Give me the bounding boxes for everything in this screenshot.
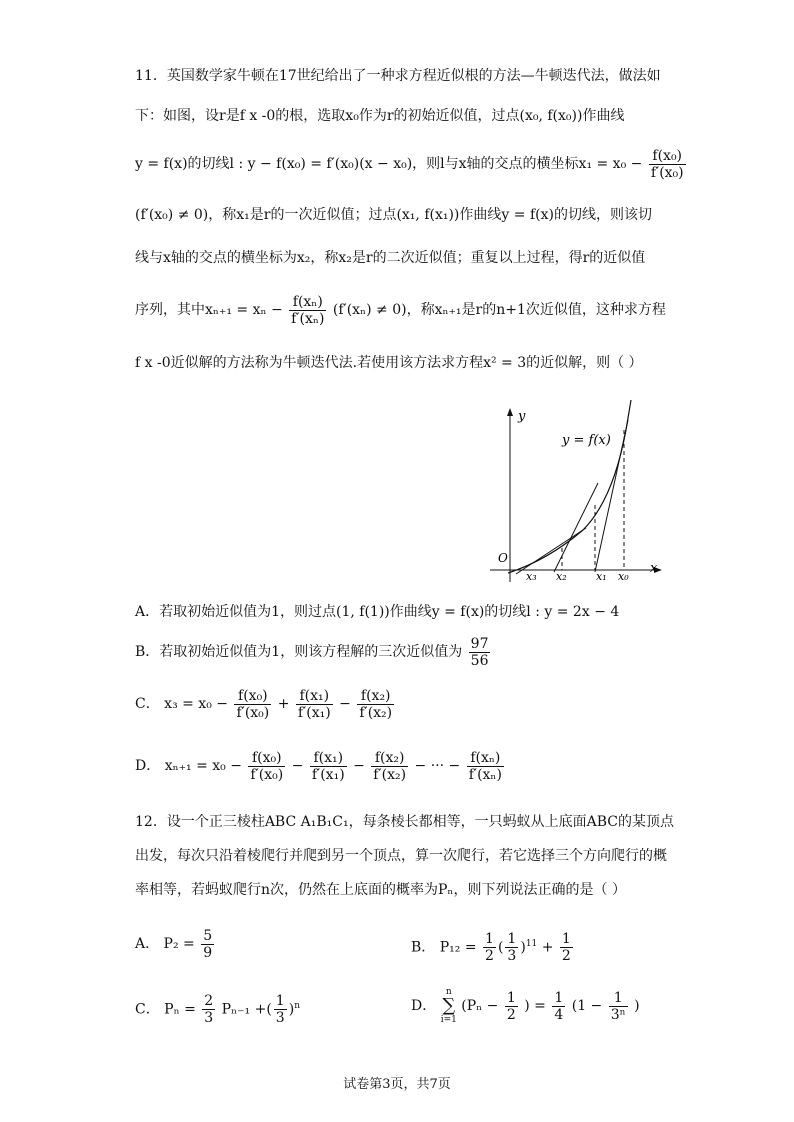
q12-option-a-text: A． P₂ = xyxy=(135,936,195,952)
q12-d-frac-inner: $\frac{1}{\text{3ⁿ}}$ xyxy=(610,989,626,1023)
q12-b-frac-third: $\frac{1}{3}$ xyxy=(507,931,517,965)
q12-c-frac-b: $\frac{1}{3}$ xyxy=(275,993,285,1027)
y-axis-arrow xyxy=(507,408,513,416)
q11-d-frac-2: $\frac{\text{f(x₁)}}{\text{f′(x₁)}}$ xyxy=(311,749,345,783)
x-axis-label: x xyxy=(650,561,658,576)
q12-a-frac: $\frac{5}{9}$ xyxy=(203,927,213,961)
q12-option-b[interactable]: B． P₁₂ = $\frac{1}{2}$ ( $\frac{1}{3}$ )$^{11}$ + $\frac{1}{2}$ xyxy=(411,931,571,965)
q12-b-exponent: 11 xyxy=(525,939,538,949)
q12-c-exponent: n xyxy=(294,1001,300,1011)
q11-option-d-lhs: xₙ₊₁ = x₀ − xyxy=(164,758,242,774)
page-footer: 试卷第3页，共7页 xyxy=(343,1077,451,1092)
q11-c-frac-2: $\frac{\text{f(x₁)}}{\text{f′(x₁)}}$ xyxy=(297,687,331,721)
q12-option-d-label: D． xyxy=(411,998,437,1014)
q11-option-b-fraction: $\frac{97}{56}$ xyxy=(470,635,489,669)
q12-d-frac-quarter: $\frac{1}{4}$ xyxy=(554,989,564,1023)
q12-option-b-text: B． P₁₂ = xyxy=(411,939,477,956)
q11-option-d[interactable] xyxy=(135,746,506,786)
q12-b-frac-half: $\frac{1}{2}$ xyxy=(485,931,494,965)
q12-option-c[interactable]: C． Pₙ = $\frac{2}{3}$ Pₙ₋₁ +( $\frac{1}{3}$ )$^n$ xyxy=(135,993,300,1027)
q11-intro: 英国数学家牛顿在17世纪给出了一种求方程近似根的方法—牛顿迭代法，做法如 xyxy=(166,68,661,84)
q12-line-1: 12．设一个正三棱柱ABC A₁B₁C₁，每条棱长都相等，一只蚂蚁从上底面ABC的某顶点 xyxy=(135,814,674,830)
q11-line-6-pre: 序列，其中xₙ₊₁ = xₙ − xyxy=(135,302,283,318)
x3-label: x₃ xyxy=(526,570,537,583)
q11-line-7: f x -0近似解的方法称为牛顿迭代法.若使用该方法求方程x² = 3的近似解，则（ ） xyxy=(135,355,643,371)
q12-b-frac-last: $\frac{1}{2}$ xyxy=(561,931,571,965)
q12-line-2: 出发，每次只沿着棱爬行并爬到另一个顶点，算一次爬行，若它选择三个方向爬行的概 xyxy=(135,848,667,864)
q11-c-frac-3: $\frac{\text{f(x₂)}}{\text{f′(x₂)}}$ xyxy=(359,687,393,721)
q12-d-eq: ) = xyxy=(524,998,546,1014)
q11-option-a[interactable]: A．若取初始近似值为1，则过点(1, f(1))作曲线y = f(x)的切线l : y = 2x − 4 xyxy=(135,604,620,620)
q11-line-1 xyxy=(135,66,661,86)
q12-line-3: 率相等，若蚂蚁爬行n次，仍然在上底面的概率为Pₙ，则下列说法正确的是（ ） xyxy=(135,882,626,898)
q11-line-4: (f′(x₀) ≠ 0)，称x₁是r的一次近似值；过点(x₁, f(x₁))作曲线y = f(x)的切线，则该切 xyxy=(135,207,652,223)
q11-line-3-text: y = f(x)的切线l : y − f(x₀) = f′(x₀)(x − x₀)，则l与x轴的交点的横坐标x₁ = x₀ − xyxy=(135,156,643,172)
q11-option-d-label: D． xyxy=(135,758,161,774)
q12-option-c-text: C． Pₙ = xyxy=(135,1001,196,1018)
q11-d-op-1: − xyxy=(291,758,304,774)
x0-label: x₀ xyxy=(618,570,629,583)
q11-line-6 xyxy=(135,292,666,328)
q11-option-b[interactable] xyxy=(135,634,492,670)
q11-c-frac-1: $\frac{\text{f(x₀)}}{\text{f′(x₀)}}$ xyxy=(236,687,270,721)
curve-f xyxy=(508,400,631,573)
q11-d-op-3: − ··· − xyxy=(414,758,461,774)
q12-option-a[interactable] xyxy=(135,924,216,964)
q11-c-op-2: − xyxy=(339,696,351,712)
q12-c-mid: Pₙ₋₁ + xyxy=(221,1001,267,1018)
q11-line-5: 线与x轴的交点的横坐标为x₂，称x₂是r的二次近似值；重复以上过程，得r的近似值 xyxy=(135,250,646,266)
q12-d-sum: n ∑ i=1 xyxy=(440,987,457,1025)
curve-label: y = f(x) xyxy=(562,433,611,448)
q11-line-6-post: (f′(xₙ) ≠ 0)，称xₙ₊₁是r的n+1次近似值，这种求方程 xyxy=(332,302,666,318)
origin-label: O xyxy=(498,551,508,565)
x1-label: x₁ xyxy=(596,570,607,583)
q11-d-frac-4: $\frac{\text{f(xₙ)}}{\text{f′(xₙ)}}$ xyxy=(468,749,502,783)
q12-b-plus: + xyxy=(541,939,554,956)
q11-c-op-1: + xyxy=(277,696,290,712)
q11-option-c[interactable] xyxy=(135,684,396,724)
q11-l3-fraction: $\frac{\text{f(x₀)}}{\text{f′(x₀)}}$ xyxy=(650,147,684,181)
newton-graph xyxy=(488,400,668,586)
q11-d-frac-1: $\frac{\text{f(x₀)}}{\text{f′(x₀)}}$ xyxy=(250,749,284,783)
q11-line-2: 下：如图，设r是f x -0的根，选取x₀作为r的初始近似值，过点(x₀, f(x₀))作曲线 xyxy=(135,108,625,124)
q11-option-c-lhs: x₃ = x₀ − xyxy=(164,696,228,712)
q12-option-d[interactable] xyxy=(411,986,640,1026)
x2-label: x₂ xyxy=(556,570,567,583)
q11-option-c-label: C． xyxy=(135,696,160,712)
q12-d-inner: (1 − xyxy=(571,998,603,1014)
tangent-at-x2 xyxy=(516,528,586,574)
y-axis-label: y xyxy=(518,409,526,424)
q12-c-frac-a: $\frac{2}{3}$ xyxy=(204,993,214,1027)
q11-line-3 xyxy=(135,146,688,182)
q12-d-frac-half: $\frac{1}{2}$ xyxy=(506,989,516,1023)
q11-number: 11． xyxy=(135,68,167,84)
q12-d-close: ) xyxy=(634,998,640,1014)
q11-d-frac-3: $\frac{\text{f(x₂)}}{\text{f′(x₂)}}$ xyxy=(373,749,407,783)
q11-option-b-text: B．若取初始近似值为1，则该方程解的三次近似值为 xyxy=(135,644,463,660)
tangent-at-x1 xyxy=(554,483,598,572)
q12-d-paren: (Pₙ − xyxy=(461,998,499,1014)
q11-d-op-2: − xyxy=(353,758,365,774)
q11-l6-fraction: $\frac{\text{f(xₙ)}}{\text{f′(xₙ)}}$ xyxy=(291,293,325,327)
